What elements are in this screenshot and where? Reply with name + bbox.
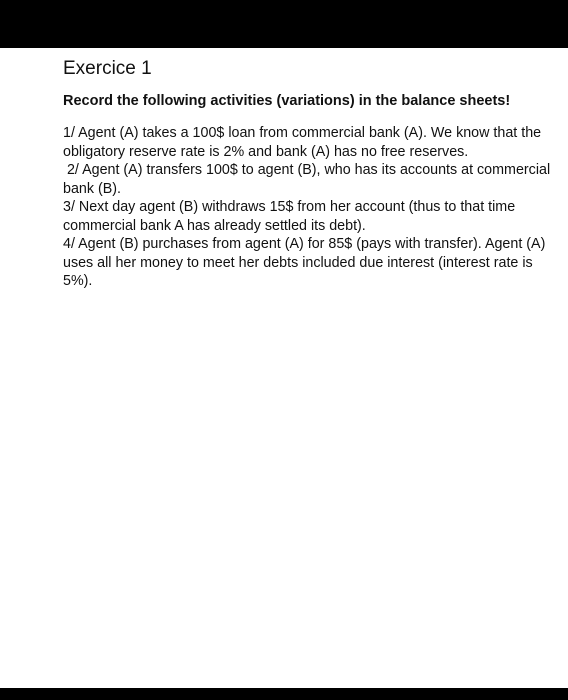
top-black-bar (0, 0, 568, 48)
activity-item-1: 1/ Agent (A) takes a 100$ loan from commercial bank (A). We know that the obligatory reserve rate is 2% and bank (A) has no free reserves. (63, 125, 542, 160)
instruction-text: Record the following activities (variations) in the balance sheets! (63, 93, 511, 109)
document-page (63, 57, 553, 291)
activity-item-2: 2/ Agent (A) transfers 100$ to agent (B), who has its accounts at commercial bank (B). (63, 162, 551, 197)
activity-item-4: 4/ Agent (B) purchases from agent (A) for 85$ (pays with transfer). Agent (A) uses all her money to meet her debts included due interest (interest rate is 5%). (63, 236, 546, 289)
activity-list (63, 124, 553, 291)
exercise-title: Exercice 1 (63, 58, 152, 79)
activity-item-3: 3/ Next day agent (B) withdraws 15$ from her account (thus to that time commercial bank A has already settled its debt). (63, 199, 516, 234)
bottom-black-bar (0, 688, 568, 700)
